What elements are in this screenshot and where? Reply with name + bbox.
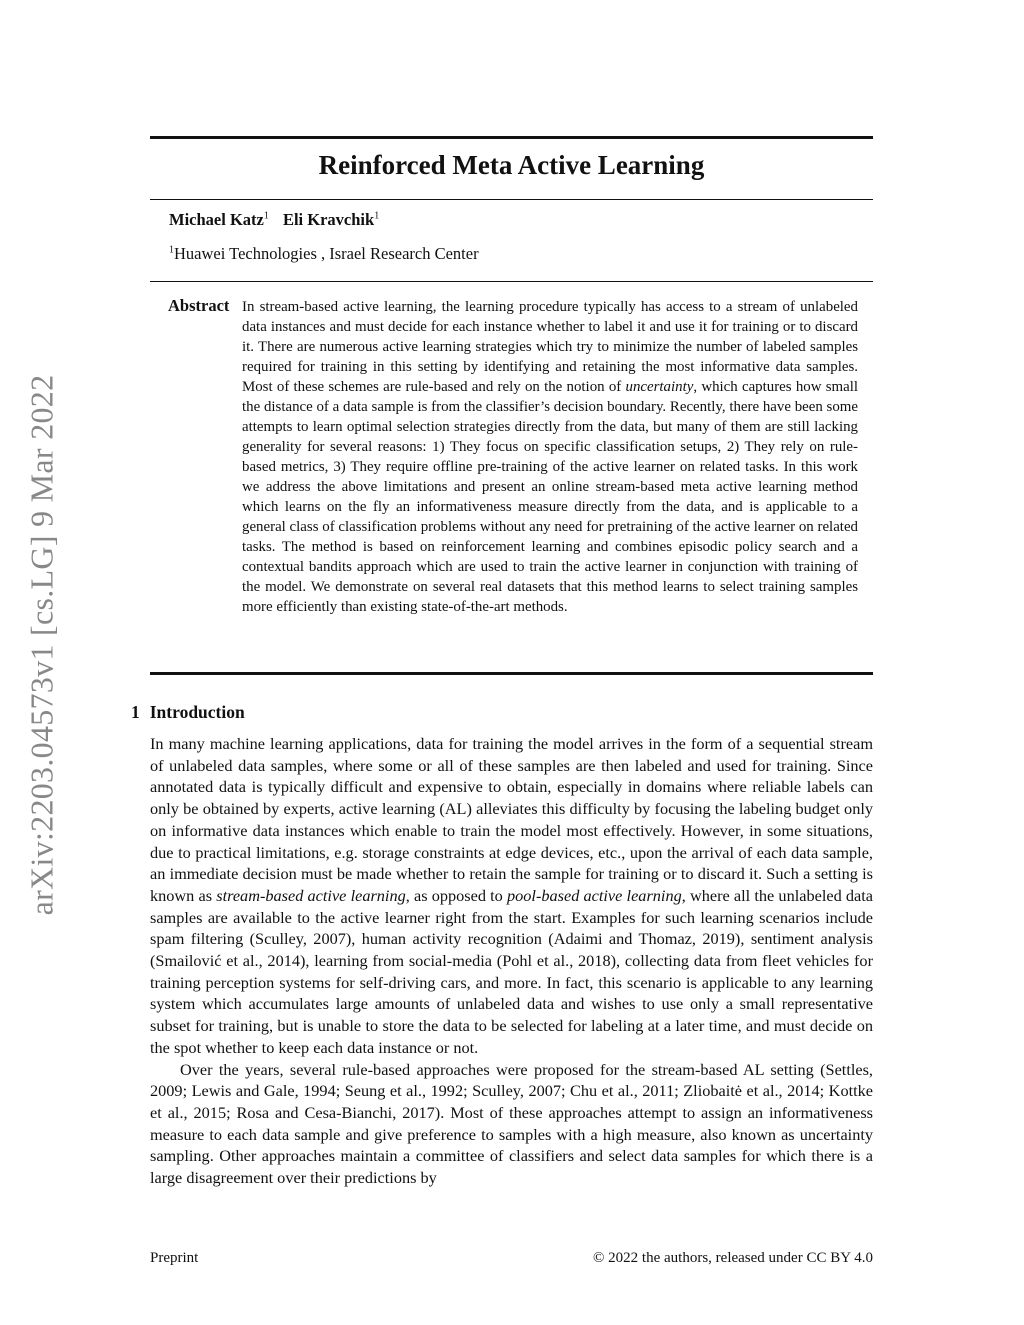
paragraph-text: , as opposed to (405, 885, 507, 905)
abstract-text (242, 297, 858, 617)
author-name: Eli Kravchik (282, 210, 375, 229)
paragraph-text: , where all the unlabeled data samples are available to the active learner right from the start. Examples for such learning scenarios include spam filtering (Sculley, 2007), human activity recognition (Adaimi and Thomaz, 2019), sentiment analysis (Smailović et al., 2014), learning from social-media (Pohl et al., 2018), collecting data from fleet vehicles for training perception systems for self-driving cars, and more. In fact, this scenario is applicable to any learning system which accumulates large amounts of unlabeled data and wishes to use only a small representative subset for training, but is unable to store the data to be selected for labeling at a later time, and must decide on the spot whether to keep each data instance or not. (150, 885, 874, 1057)
paragraph-emphasis: pool-based active learning (507, 885, 682, 905)
footer-preprint: Preprint (150, 1250, 199, 1266)
section-heading (131, 702, 245, 723)
paragraph-text: In many machine learning applications, data for training the model arrives in the form of a sequential stream of unlabeled data samples, where some or all of these samples are then labeled and used for training. Since annotated data is typically difficult and expensive to obtain, especially in domains where reliable labels can only be obtained by experts, active learning (AL) alleviates this difficulty by focusing the labeling budget only on informative data instances which enable to train the model most effectively. However, in some situations, due to practical limitations, e.g. storage constraints at edge devices, etc., upon the arrival of each data sample, an immediate decision must be made whether to retain the sample for training or to discard it. Such a setting is known as (150, 734, 873, 905)
abstract-text-part: In stream-based active learning, the learning procedure typically has access to a stream of unlabeled data instances and must decide for each instance whether to label it and use it for training or to discard it. There are numerous active learning strategies which try to minimize the number of labeled samples required for training in this setting by identifying and retaining the most informative data samples. Most of these schemes are rule-based and rely on the notion of (242, 299, 858, 395)
affiliation-mark: 1 (374, 210, 380, 222)
arxiv-identifier: arXiv:2203.04573v1 [cs.LG] 9 Mar 2022 (23, 374, 60, 916)
section-title: Introduction (149, 702, 245, 722)
author-list (169, 210, 389, 230)
affiliation-mark: 1 (169, 244, 174, 256)
affiliation-name: Huawei Technologies , Israel Research Center (174, 244, 479, 263)
author (169, 210, 269, 229)
paragraph-emphasis: stream-based active learning (216, 885, 406, 905)
affiliation (169, 244, 479, 264)
abstract-rule-top (150, 281, 873, 282)
title-rule-bottom (150, 199, 873, 200)
affiliation-mark: 1 (263, 210, 269, 222)
abstract-rule-bottom (150, 672, 873, 675)
paragraph (150, 733, 873, 1059)
author-name: Michael Katz (169, 210, 264, 229)
introduction-body (150, 733, 873, 1189)
section-number: 1 (131, 702, 140, 722)
abstract-label: Abstract (168, 296, 230, 315)
abstract-text-part: , which captures how small the distance of a data sample is from the classifier’s decision boundary. Recently, there have been some attempts to learn optimal selection strategies directly from the data, but many of them are still lacking generality for several reasons: 1) They focus on specific classification setups, 2) They rely on rule-based metrics, 3) They require offline pre-training of the active learner on related tasks. In this work we address the above limitations and present an online stream-based meta active learning method which learns on the fly an informativeness measure directly from the data, and is applicable to a general class of classification problems without any need for pretraining of the active learner on related tasks. The method is based on reinforcement learning and combines episodic policy search and a contextual bandits approach which are used to train the active learner in conjunction with training of the model. We demonstrate on several real datasets that this method learns to select training samples more efficiently than existing state-of-the-art methods. (242, 379, 858, 615)
footer-license: © 2022 the authors, released under CC BY 4.0 (593, 1250, 873, 1266)
paper-title: Reinforced Meta Active Learning (318, 150, 705, 180)
abstract-emphasis: uncertainty (625, 379, 694, 395)
paragraph: Over the years, several rule-based approaches were proposed for the stream-based AL setting (Settles, 2009; Lewis and Gale, 1994; Seung et al., 1992; Sculley, 2007; Chu et al., 2011; Zliobaitė et al., 2014; Kottke et al., 2015; Rosa and Cesa-Bianchi, 2017). Most of these approaches attempt to assign an informativeness measure to each data sample and give preference to samples with a high measure, also known as uncertainty sampling. Other approaches maintain a committee of classifiers and select data samples for which there is a large disagreement over their predictions by (150, 1059, 873, 1188)
title-rule-top (150, 136, 873, 139)
author (283, 210, 379, 229)
